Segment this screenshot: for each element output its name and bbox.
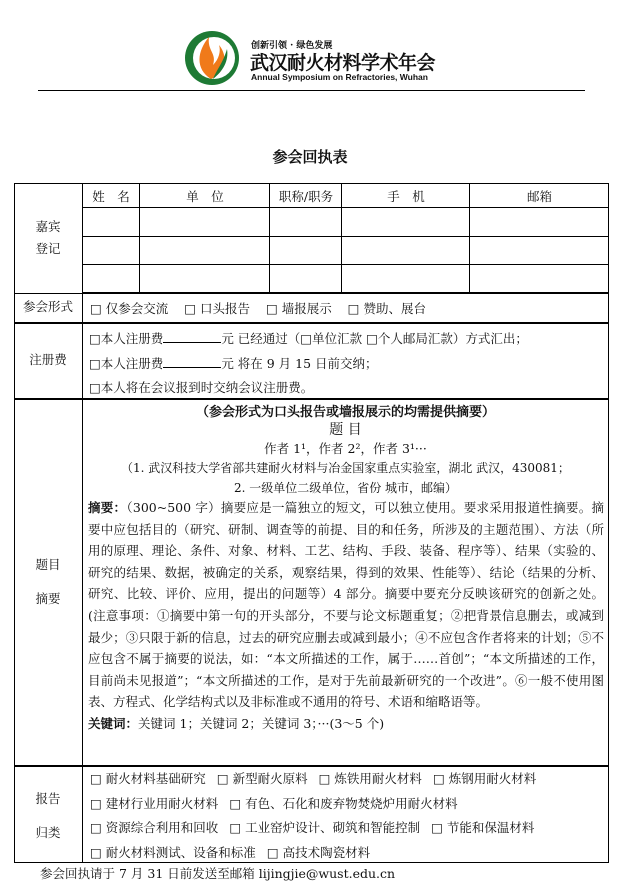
fee-option-before-deadline[interactable]: □本人注册费 元 将在 9 月 15 日前交纳； [89,356,378,371]
category-option[interactable]: □ 炼钢用耐火材料 [432,771,537,786]
guest-input-cell[interactable] [342,265,470,293]
column-header: 手 机 [387,189,425,204]
abstract-affiliation-1: （1. 武汉科技大学省部共建耐火材料与冶金国家重点实验室，湖北 武汉，430081； [121,461,570,475]
abstract-label: 题目 摘要 [35,557,61,606]
column-header: 邮箱 [526,189,552,204]
guest-input-cell[interactable] [140,208,270,237]
category-label: 报告 归类 [35,791,61,840]
fee-label: 注册费 [29,352,67,367]
guest-input-cell[interactable] [270,208,342,237]
header-cell [140,183,270,208]
guest-input-cell[interactable] [82,208,140,237]
abstract-title: 题 目 [329,422,362,438]
guest-input-cell[interactable] [82,265,140,293]
option-sponsor[interactable]: □ 赞助、展台 [347,301,426,316]
fee-amount-blank[interactable] [163,356,221,368]
category-option[interactable]: □ 高技术陶瓷材料 [266,844,371,860]
column-header: 职称/职务 [278,189,334,204]
category-option[interactable]: □ 资源综合利用和回收 [90,820,219,835]
slogan: 创新引领 · 绿色发展 [251,41,333,51]
fee-amount-blank[interactable] [163,331,221,343]
guest-input-cell[interactable] [270,237,342,265]
logo-emblem-icon [183,29,241,87]
form-title: 参会回执表 [272,148,348,166]
guest-input-cell[interactable] [82,237,140,265]
guest-label: 嘉宾 登记 [35,219,61,256]
fee-option-onsite[interactable]: □本人将在会议报到时交纳会议注册费。 [89,380,314,395]
guest-input-cell[interactable] [270,265,342,293]
column-header: 姓 名 [92,189,130,204]
column-header: 单 位 [186,189,224,204]
category-option[interactable]: □ 耐火材料测试、设备和标准 [90,844,256,860]
guest-input-cell[interactable] [470,265,609,293]
attendance-label: 参会形式 [22,299,73,314]
category-option[interactable]: □ 有色、石化和废弃物焚烧炉用耐火材料 [229,795,458,811]
guest-input-cell[interactable] [470,208,609,237]
abstract-body: 摘要：（300~500 字）摘要应是一篇独立的短文，可以独立使用。要求采用报道性摘要。摘要中应包括目的（研究、研制、调查等的前提、目的和任务，所涉及的主题范围）、方法（所用的原理、理论、条件、对象、材料、工艺、结构、手段、装备、程序等）、结果（实验的、研究的结果、数据，被确定的关系，观察结果，得到的效果、性能等）、结论（结果的分析、研究、比较、评价、应用，提出的问题等）4 部分。摘要中要充分反映该研究的创新之处。(注意事项：①摘要中第一句的开头部分，不要与论文标题重复；②把背景信息删去，或减到最少；③只限于新的信息，过去的研究应删去或减到最小；④不应包含作者将来的计划；⑤不应包含不属于摘要的说法，如：“本文所描述的工作，属于……首创”；“本文所描述的工作，目前尚未见报道”；“本文所描述的工作，是对于先前最新研究的一个改进”。⑥一般不使用图表、方程式、化学结构式以及非标准或不通用的符号、术语和缩略语等。 关键词：关键词 1；关键词 2；关键词 3；···(3～5 个) [88,500,604,731]
symposium-name-en: Annual Symposium on Refractories, Wuhan [251,72,428,82]
attendance-options [90,299,426,317]
option-oral[interactable]: □ 口头报告 [184,301,251,316]
footer-note: 参会回执请于 7 月 31 日前发送至邮箱 lijingjie@wust.edu.cn [40,866,396,881]
guest-input-cell[interactable] [140,237,270,265]
category-option[interactable]: □ 建材行业用耐火材料 [90,795,219,811]
category-option[interactable]: □ 炼铁用耐火材料 [318,771,422,786]
fee-option-paid[interactable]: □本人注册费 元 已经通过（□单位汇款 □个人邮局汇款）方式汇出； [89,331,528,346]
header-cell [342,183,470,208]
guest-input-cell[interactable] [342,237,470,265]
header-cell [82,183,140,208]
header-cell [270,183,342,208]
guest-input-cell[interactable] [342,208,470,237]
category-option[interactable]: □ 节能和保温材料 [431,820,535,835]
abstract-affiliation-2: 2. 一级单位二级单位，省份 城市，邮编） [233,481,458,495]
option-listen-only[interactable]: □ 仅参会交流 [90,301,169,316]
guest-input-cell[interactable] [470,237,609,265]
category-option[interactable]: □ 工业窑炉设计、砌筑和智能控制 [229,820,421,835]
category-option[interactable]: □ 新型耐火原料 [216,771,308,786]
guest-input-cell[interactable] [140,265,270,293]
abstract-note: （参会形式为口头报告或墙报展示的均需提供摘要） [195,405,495,420]
option-poster[interactable]: □ 墙报展示 [265,301,332,316]
symposium-name-cn: 武汉耐火材料学术年会 [250,52,436,74]
header-cell [470,183,609,208]
category-option[interactable]: □ 耐火材料基础研究 [90,771,206,786]
abstract-authors: 作者 1¹，作者 2²，作者 3¹··· [264,441,427,456]
header-divider [38,90,585,91]
